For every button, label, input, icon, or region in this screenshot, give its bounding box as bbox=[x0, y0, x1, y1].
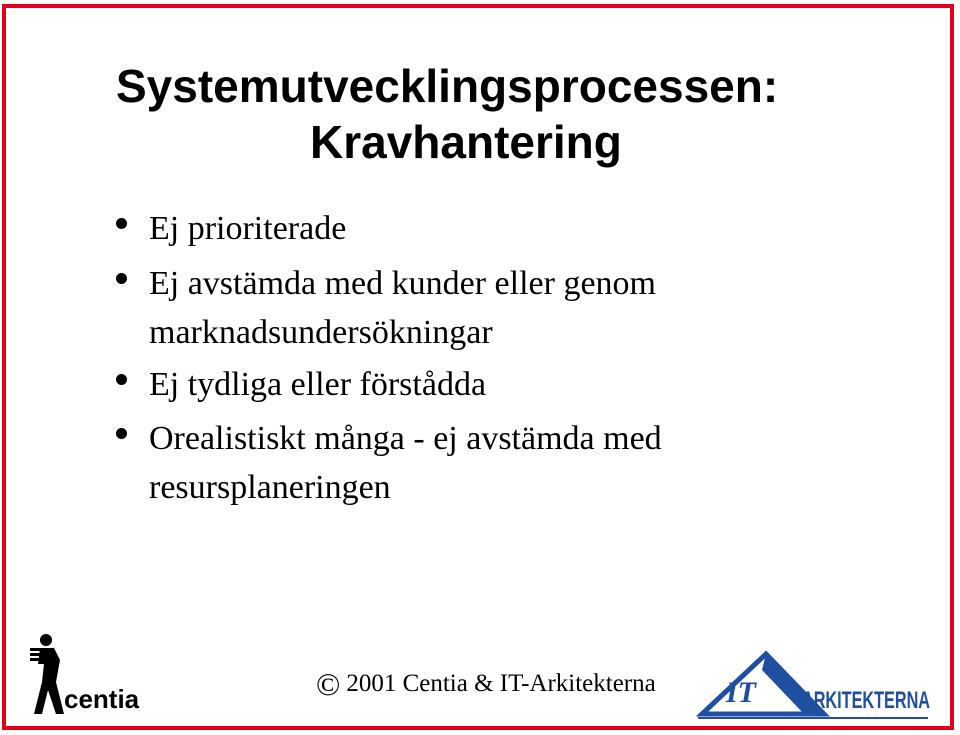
bullet-text: Ej prioriterade bbox=[149, 210, 347, 247]
bullet-text: Ej avstämda med kunder eller genom marknadsundersökningar bbox=[149, 265, 656, 351]
title-line-2: Kravhantering bbox=[310, 116, 622, 168]
bullet-dot-icon bbox=[116, 218, 127, 229]
copyright-symbol: © bbox=[316, 666, 341, 702]
bullet-dot-icon bbox=[116, 273, 127, 284]
slide-frame bbox=[2, 4, 954, 730]
bullet-text: Ej tydliga eller förstådda bbox=[149, 366, 487, 403]
bullet-dot-icon bbox=[116, 428, 127, 439]
copyright-footer bbox=[316, 666, 656, 703]
it-arkitekterna-logo bbox=[696, 642, 936, 722]
it-mark: IT bbox=[726, 676, 756, 709]
bullet-dot-icon bbox=[116, 374, 127, 385]
bullet-text: Orealistiskt många - ej avstämda med resursplaneringen bbox=[149, 420, 662, 506]
centia-logo bbox=[26, 630, 141, 722]
centia-wordmark: centia bbox=[64, 684, 140, 714]
it-wordmark: ARKITEKTERNA bbox=[802, 687, 930, 714]
copyright-text: 2001 Centia & IT-Arkitekterna bbox=[346, 670, 656, 697]
title-line-1: Systemutvecklingsprocessen: bbox=[116, 60, 779, 112]
